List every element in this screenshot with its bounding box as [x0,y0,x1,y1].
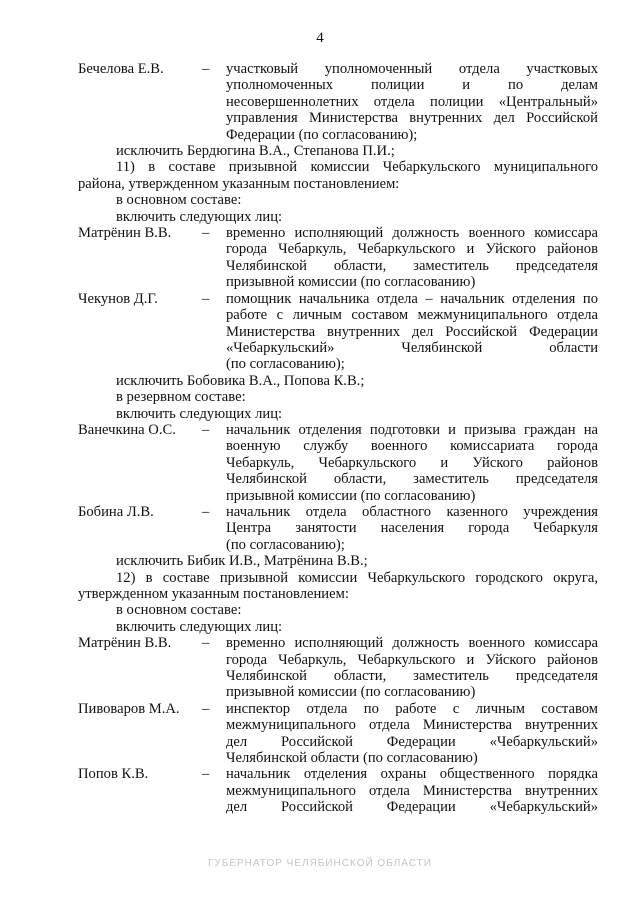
section-heading-line: 12) в составе призывной комиссии Чебаркульского городского округа, [116,569,598,586]
position-line: межмуниципального отдела Министерства внутренних [226,717,598,734]
position-line: инспектор отдела по работе с личным составом [226,700,598,717]
member-entry [78,504,598,553]
dash-separator: – [202,421,210,438]
paragraph: включить следующих лиц: [116,208,283,225]
paragraph: в основном составе: [116,192,242,209]
footer-watermark: ГУБЕРНАТОР ЧЕЛЯБИНСКОЙ ОБЛАСТИ [208,858,432,869]
member-position [226,701,598,767]
document-body [78,61,598,816]
paragraph: исключить Бердюгина В.А., Степанова П.И.; [116,143,395,160]
position-line: Челябинской области, заместитель председателя [226,471,598,488]
paragraph: в основном составе: [116,602,242,619]
position-line: Челябинской области, заместитель председателя [226,257,598,274]
member-position [226,291,598,373]
position-line: уполномоченных полиции и по делам [226,77,598,94]
position-line: участковый уполномоченный отдела участковых [226,61,598,77]
member-name: Матрёнин В.В. [78,635,172,652]
paragraph: исключить Бобовика В.А., Попова К.В.; [116,372,365,389]
page-number: 4 [316,30,324,46]
position-line: временно исполняющий должность военного комиссара [226,225,598,242]
member-name: Матрёнин В.В. [78,225,172,242]
member-name: Ванечкина О.С. [78,421,176,438]
member-position [226,422,598,504]
member-position [226,225,598,291]
position-line: военную службу военного комиссариата города [226,438,598,455]
member-entry [78,701,598,767]
position-line: начальник отделения охраны общественного порядка [226,766,598,783]
dash-separator: – [202,503,210,520]
position-line: призывной комиссии (по согласованию) [226,487,476,504]
member-name: Пивоваров М.А. [78,700,180,717]
position-line: Министерства внутренних дел Российской Федерации [226,323,598,340]
position-line: Центра занятости населения города Чебаркуля [226,520,598,537]
member-position [226,61,598,143]
position-line: начальник отделения подготовки и призыва граждан на [226,421,598,438]
member-name: Чекунов Д.Г. [78,290,158,307]
position-line: Челябинской области, заместитель председателя [226,668,598,685]
position-line: управления Министерства внутренних дел Российской [226,110,598,127]
dash-separator: – [202,635,210,652]
position-line: работе с личным составом межмуниципального отдела [226,307,598,324]
member-entry [78,291,598,373]
section-heading-line: района, утвержденном указанным постановлением: [78,175,400,192]
dash-separator: – [202,61,210,77]
dash-separator: – [202,766,210,783]
paragraph: в резервном составе: [116,389,246,406]
member-position [226,635,598,701]
section-heading-line: 11) в составе призывной комиссии Чебаркульского муниципального [116,159,598,176]
position-line: призывной комиссии (по согласованию) [226,274,476,291]
position-line: дел Российской Федерации «Чебаркульский» [226,799,598,816]
member-position [226,766,598,815]
member-entry [78,61,598,143]
position-line: «Чебаркульский» Челябинской области [226,339,598,356]
member-position [226,504,598,553]
position-line: дел Российской Федерации «Чебаркульский» [226,733,598,750]
position-line: (по согласованию); [226,356,345,373]
position-line: временно исполняющий должность военного комиссара [226,635,598,652]
position-line: Федерации (по согласованию); [226,126,418,143]
position-line: Чебаркуль, Чебаркульского и Уйского районов [226,454,598,471]
dash-separator: – [202,225,210,242]
position-line: города Чебаркуль, Чебаркульского и Уйского районов [226,241,598,258]
paragraph: включить следующих лиц: [116,618,283,635]
position-line: помощник начальника отдела – начальник отделения по [226,290,598,307]
member-entry [78,225,598,291]
section-heading-line: утвержденном указанным постановлением: [78,586,349,602]
member-entry [78,766,598,815]
paragraph: исключить Бибик И.В., Матрёнина В.В.; [116,553,368,570]
dash-separator: – [202,700,210,717]
member-name: Попов К.В. [78,766,149,783]
position-line: несовершеннолетних отдела полиции «Центральный» [226,93,598,110]
position-line: (по согласованию); [226,536,345,553]
position-line: призывной комиссии (по согласованию) [226,684,476,701]
position-line: города Чебаркуль, Чебаркульского и Уйского районов [226,651,598,668]
member-name: Бобина Л.В. [78,503,154,520]
member-entry [78,422,598,504]
position-line: начальник отдела областного казенного учреждения [226,503,598,520]
member-entry [78,635,598,701]
position-line: Челябинской области (по согласованию) [226,750,478,767]
position-line: межмуниципального отдела Министерства внутренних [226,782,598,799]
paragraph: включить следующих лиц: [116,405,283,422]
member-name: Бечелова Е.В. [78,61,164,77]
dash-separator: – [202,290,210,307]
